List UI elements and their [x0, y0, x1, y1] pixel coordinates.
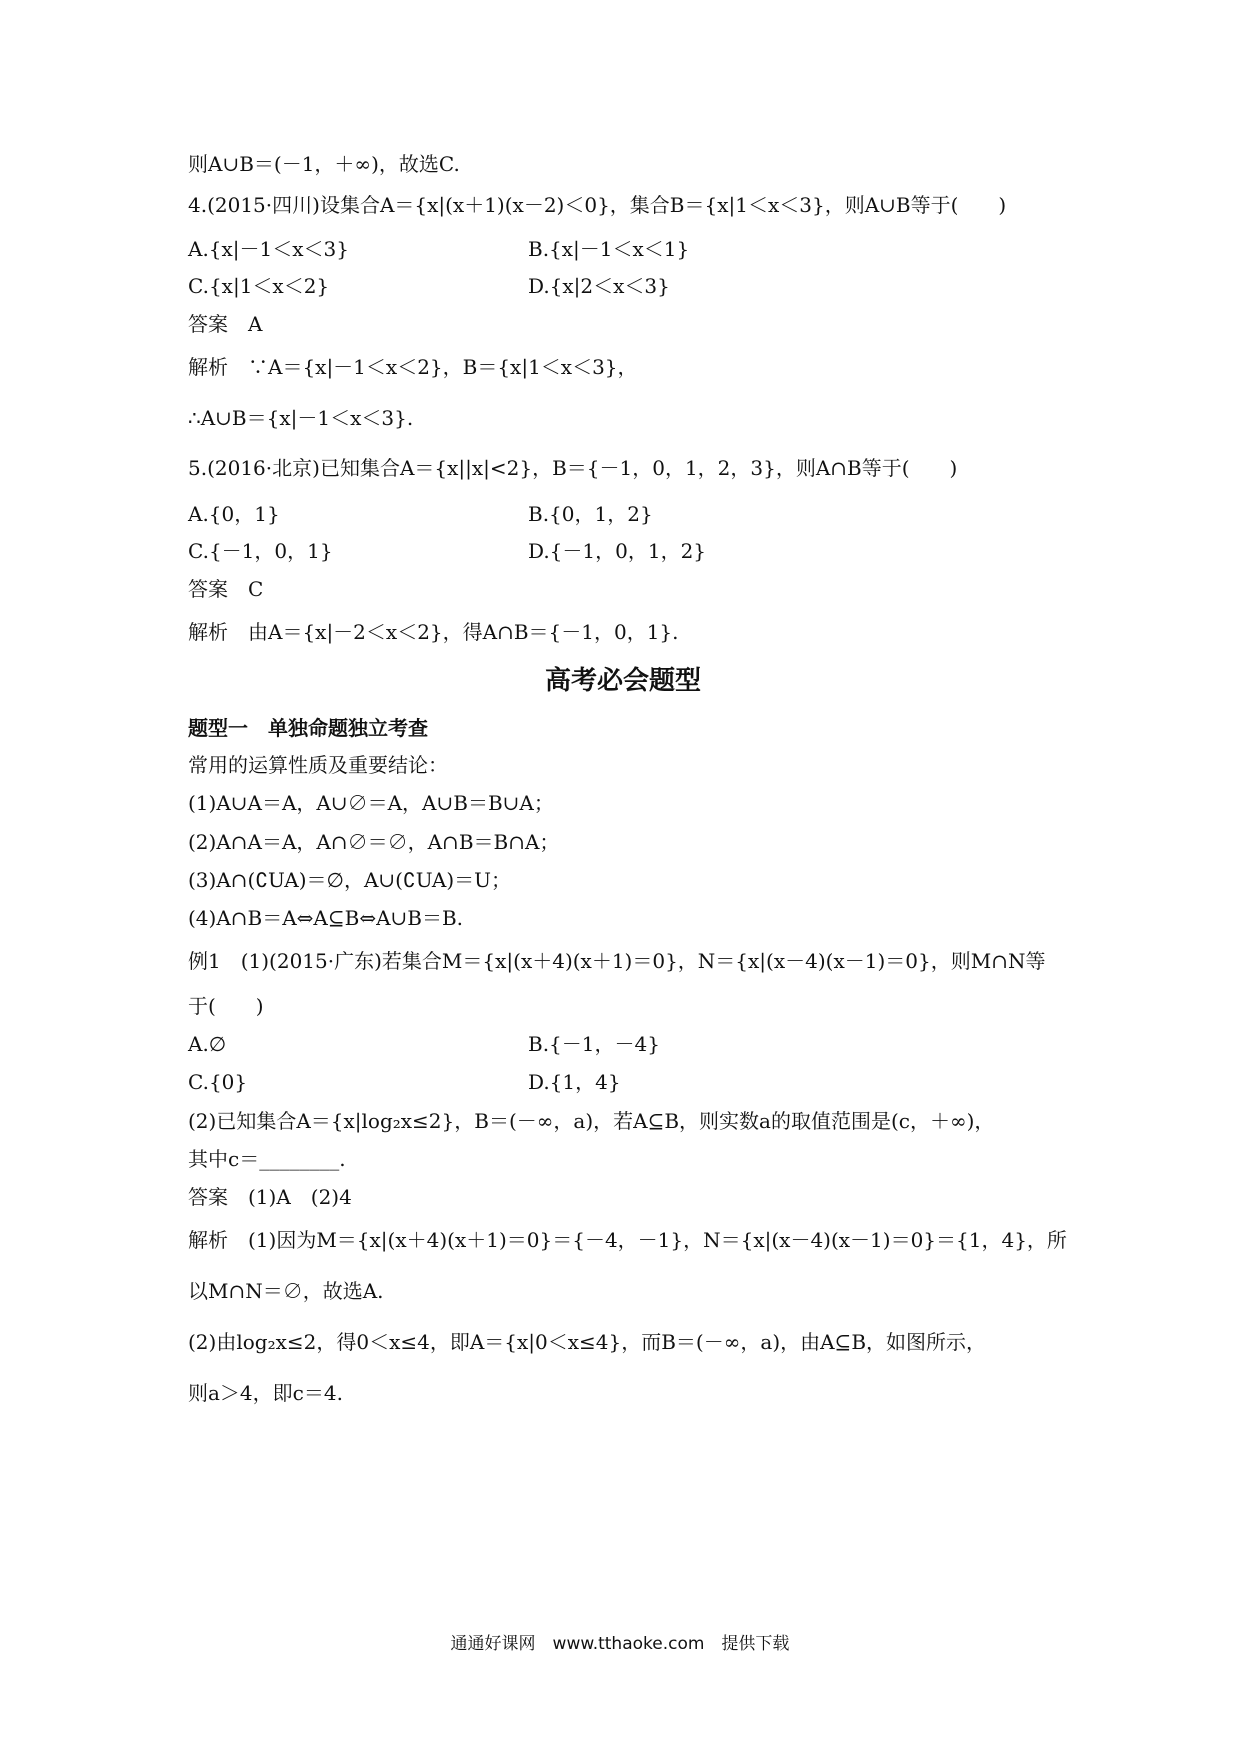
option-d: D.{x|2＜x＜3}: [528, 274, 670, 298]
question-4-options-row-1: [188, 235, 1058, 263]
example-1-options-row-1: [188, 1030, 1058, 1058]
option-c: C.{－1，0，1}: [188, 539, 333, 563]
answer-line: 答案 (1)A (2)4: [188, 1185, 352, 1209]
option-c: C.{x|1＜x＜2}: [188, 274, 330, 298]
analysis-line: 解析 ∵A＝{x|－1＜x＜2}，B＝{x|1＜x＜3}，: [188, 355, 638, 379]
option-d: D.{1，4}: [528, 1070, 621, 1094]
example-1-stem: 例1 (1)(2015·广东)若集合M＝{x|(x＋4)(x＋1)＝0}，N＝{x|(x－4)(x－1)＝0}，则M∩N等: [188, 949, 1046, 973]
question-5-options-row-2: [188, 537, 1058, 565]
text-line: 常用的运算性质及重要结论：: [188, 753, 448, 777]
property-line: (1)A∪A＝A，A∪∅＝A，A∪B＝B∪A；: [188, 791, 554, 815]
analysis-line: 以M∩N＝∅，故选A.: [188, 1279, 384, 1303]
text-line: 则A∪B＝(－1，＋∞)，故选C.: [188, 152, 460, 176]
option-b: B.{x|－1＜x＜1}: [528, 237, 690, 261]
option-b: B.{－1，－4}: [528, 1032, 660, 1056]
page-footer: 通通好课网 www.tthaoke.com 提供下载: [450, 1634, 790, 1654]
analysis-line: ∴A∪B＝{x|－1＜x＜3}.: [188, 406, 414, 430]
answer-line: 答案 C: [188, 577, 264, 601]
property-line: (4)A∩B＝A⇔A⊆B⇔A∪B＝B.: [188, 906, 464, 930]
example-1-part-2-cont: 其中c＝________.: [188, 1147, 346, 1171]
example-1-stem-cont: 于( ): [188, 994, 264, 1018]
analysis-line: 解析 (1)因为M＝{x|(x＋4)(x＋1)＝0}＝{－4，－1}，N＝{x|(x－4)(x－1)＝0}＝{1，4}，所: [188, 1228, 1067, 1252]
question-4-stem: 4.(2015·四川)设集合A＝{x|(x＋1)(x－2)＜0}，集合B＝{x|1＜x＜3}，则A∪B等于( ): [188, 193, 1007, 217]
option-a: A.{0，1}: [188, 502, 280, 526]
option-a: A.{x|－1＜x＜3}: [188, 237, 349, 261]
property-line: (2)A∩A＝A，A∩∅＝∅，A∩B＝B∩A；: [188, 830, 560, 854]
question-5-stem: 5.(2016·北京)已知集合A＝{x||x|<2}，B＝{－1，0，1，2，3}，则A∩B等于( ): [188, 456, 958, 480]
property-line: (3)A∩(∁UA)＝∅，A∪(∁UA)＝U；: [188, 868, 512, 892]
option-c: C.{0}: [188, 1070, 248, 1094]
section-heading: 高考必会题型: [544, 666, 701, 696]
example-1-part-2: (2)已知集合A＝{x|log₂x≤2}，B＝(－∞，a)，若A⊆B，则实数a的取值范围是(c，＋∞)，: [188, 1109, 995, 1133]
option-b: B.{0，1，2}: [528, 502, 653, 526]
example-1-options-row-2: [188, 1068, 1058, 1096]
question-4-options-row-2: [188, 272, 1058, 300]
analysis-line: 解析 由A＝{x|－2＜x＜2}，得A∩B＝{－1，0，1}.: [188, 620, 679, 644]
answer-line: 答案 A: [188, 312, 263, 336]
subsection-title: 题型一 单独命题独立考查: [188, 716, 428, 740]
question-5-options-row-1: [188, 500, 1058, 528]
analysis-line: (2)由log₂x≤2，得0＜x≤4，即A＝{x|0＜x≤4}，而B＝(－∞，a)，由A⊆B，如图所示，: [188, 1330, 987, 1354]
option-a: A.∅: [188, 1032, 227, 1056]
option-d: D.{－1，0，1，2}: [528, 539, 707, 563]
analysis-line: 则a＞4，即c＝4.: [188, 1381, 343, 1405]
